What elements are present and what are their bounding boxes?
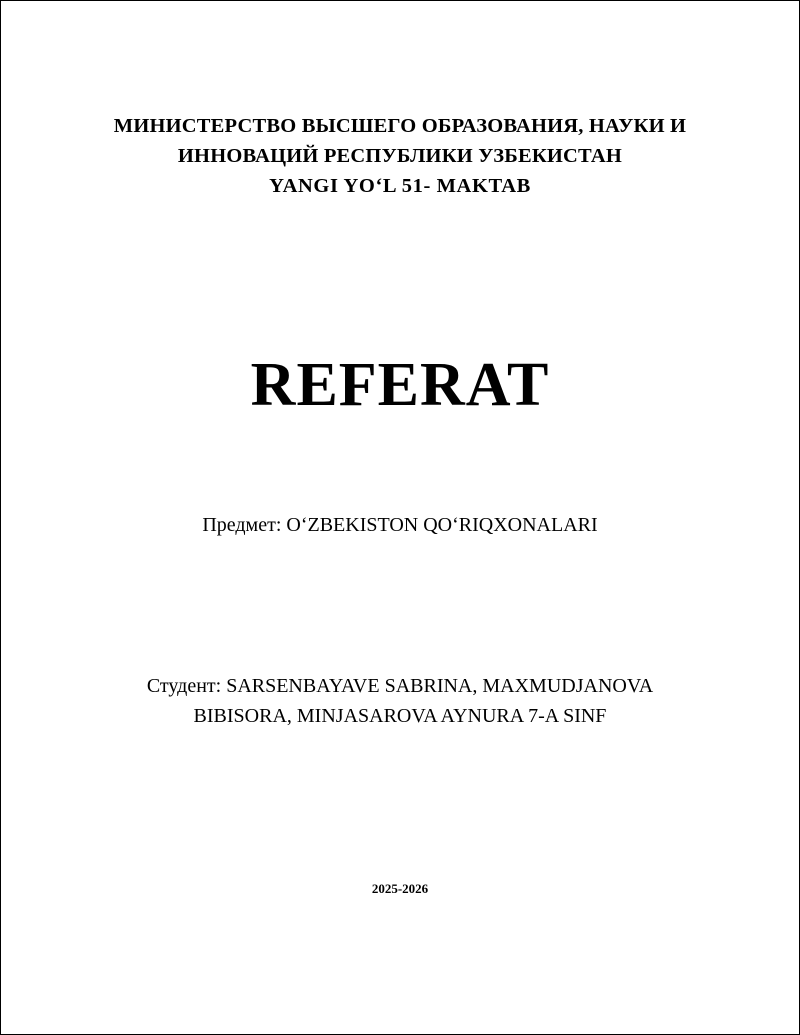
student-line-1: Студент: SARSENBAYAVE SABRINA, MAXMUDJANOVA [146, 675, 654, 698]
academic-year: 2025-2026 [371, 881, 429, 897]
student-line-2: BIBISORA, MINJASAROVA AYNURA 7-A SINF [193, 705, 607, 728]
organization-heading [97, 111, 703, 201]
page-title: REFERAT [250, 351, 550, 419]
organization-line-2: ИННОВАЦИЙ РЕСПУБЛИКИ УЗБЕКИСТАН [177, 145, 623, 167]
student-block [97, 671, 703, 731]
title-page-content [1, 1, 799, 1034]
subject-line: Предмет: O‘ZBEKISTON QO‘RIQXONALARI [202, 514, 598, 537]
organization-line-1: МИНИСТЕРСТВО ВЫСШЕГО ОБРАЗОВАНИЯ, НАУКИ И [113, 115, 687, 137]
organization-line-3: YANGI YO‘L 51- MAKTAB [269, 175, 531, 197]
